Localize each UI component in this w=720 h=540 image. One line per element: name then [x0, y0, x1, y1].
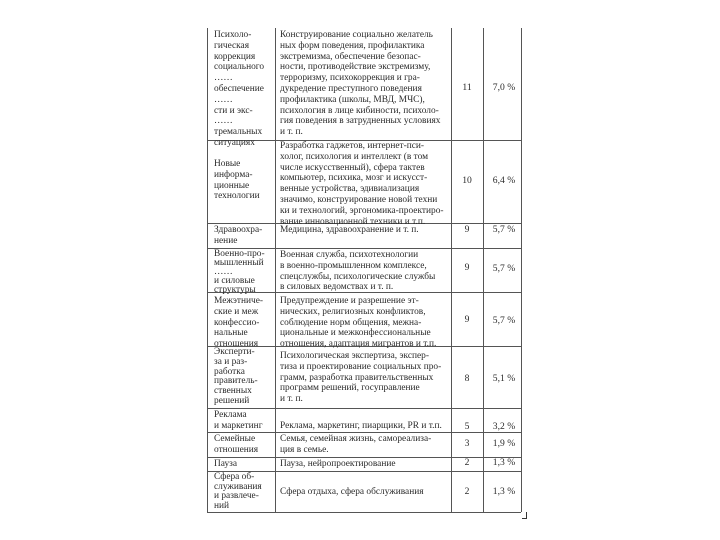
count-cell: 2: [464, 486, 470, 497]
percent-cell: 1,3 %: [492, 457, 516, 468]
description-cell: Сфера отдыха, сфера обслуживания: [280, 487, 424, 497]
field-cell: Семейные отношения: [214, 434, 259, 455]
table-border-bottom: [207, 512, 521, 513]
field-cell: Эксперти- за и раз- работка правитель- ственных решений: [214, 347, 258, 406]
percent-cell: 5,7 %: [492, 315, 516, 326]
count-cell: 2: [464, 457, 470, 468]
count-cell: 5: [464, 421, 470, 432]
count-cell: 9: [464, 314, 470, 325]
description-cell: Предупреждение и разрешение эт- нических, религиозных конфликтов, соблюдение норм общения, межна- циональные и межконфессиональные отношения, адаптация мигрантов и т.п.: [280, 296, 437, 350]
row-divider: [207, 408, 521, 409]
description-cell: Медицина, здравоохранение и т. п.: [280, 225, 419, 235]
count-cell: 3: [464, 438, 470, 449]
count-cell: 10: [462, 175, 472, 186]
description-cell: Психологическая экспертиза, экспер- тиза и проектирование социальных про- грамм, разработка правительственных программ решений, госуправление и т. п.: [280, 351, 442, 405]
count-cell: 11: [462, 82, 472, 93]
field-cell: Психоло- гическая коррекция социального …… обеспечение …… сти и экс- …… тремальных ситуациях: [214, 30, 265, 148]
row-divider: [207, 471, 521, 472]
field-cell: Новые информа- ционные технологии: [214, 159, 260, 202]
field-cell: Сфера об- служивания и развлече- ний: [214, 472, 262, 511]
percent-cell: 3,2 %: [492, 421, 516, 432]
description-cell: Разработка гаджетов, интернет-пси- холог, психология и интеллект (в том числе искусственный), сфера тактев компьютер, психика, мозг и искусст- венные устройства, эдивиализация значимо, конструирование новой техни ки и технологий, эргономика-проектиро- вание инновационной техники и т.п.: [280, 141, 444, 227]
percent-cell: 5,7 %: [492, 263, 516, 274]
percent-cell: 1,3 %: [492, 486, 516, 497]
table-border-left: [207, 28, 208, 512]
field-cell: Реклама и маркетинг: [214, 410, 263, 431]
count-cell: 8: [464, 373, 470, 384]
percent-cell: 6,4 %: [492, 175, 516, 186]
description-cell: Конструирование социально желатель ных форм поведения, профилактика экстремизма, обеспечение безопас- ности, противодействие экстремизму, терроризму, психокоррекция и гра- дукредение преступного поведения профилактика (школы, МВД, МЧС), психология в лице кибиности, психоло- гия поведения в затрудненных условиях и т. п.: [280, 30, 441, 138]
table-divider-1: [275, 28, 276, 512]
percent-cell: 7,0 %: [492, 82, 516, 93]
description-cell: Пауза, нейропроектирование: [280, 459, 396, 469]
description-cell: Военная служба, психотехнологии в военно-промышленном комплексе, спецслужбы, психологические службы в силовых ведомствах и т. п.: [280, 250, 436, 293]
percent-cell: 5,7 %: [492, 224, 516, 235]
field-cell: Военно-про- мышленный …… и силовые структуры: [214, 249, 265, 295]
page-corner-mark: [522, 512, 527, 519]
field-cell: Здравоохра- нение: [214, 225, 263, 246]
count-cell: 9: [464, 262, 470, 273]
field-cell: Пауза: [214, 459, 238, 469]
count-cell: 9: [464, 224, 470, 235]
percent-cell: 5,1 %: [492, 373, 516, 384]
field-cell: Межэтниче- ские и меж конфессио- нальные отношения: [214, 296, 264, 350]
description-cell: Реклама, маркетинг, пиарщики, PR и т.п.: [280, 421, 442, 431]
row-divider: [207, 432, 521, 433]
description-cell: Семья, семейная жизнь, самореализа- ция в семье.: [280, 434, 432, 455]
percent-cell: 1,9 %: [492, 438, 516, 449]
